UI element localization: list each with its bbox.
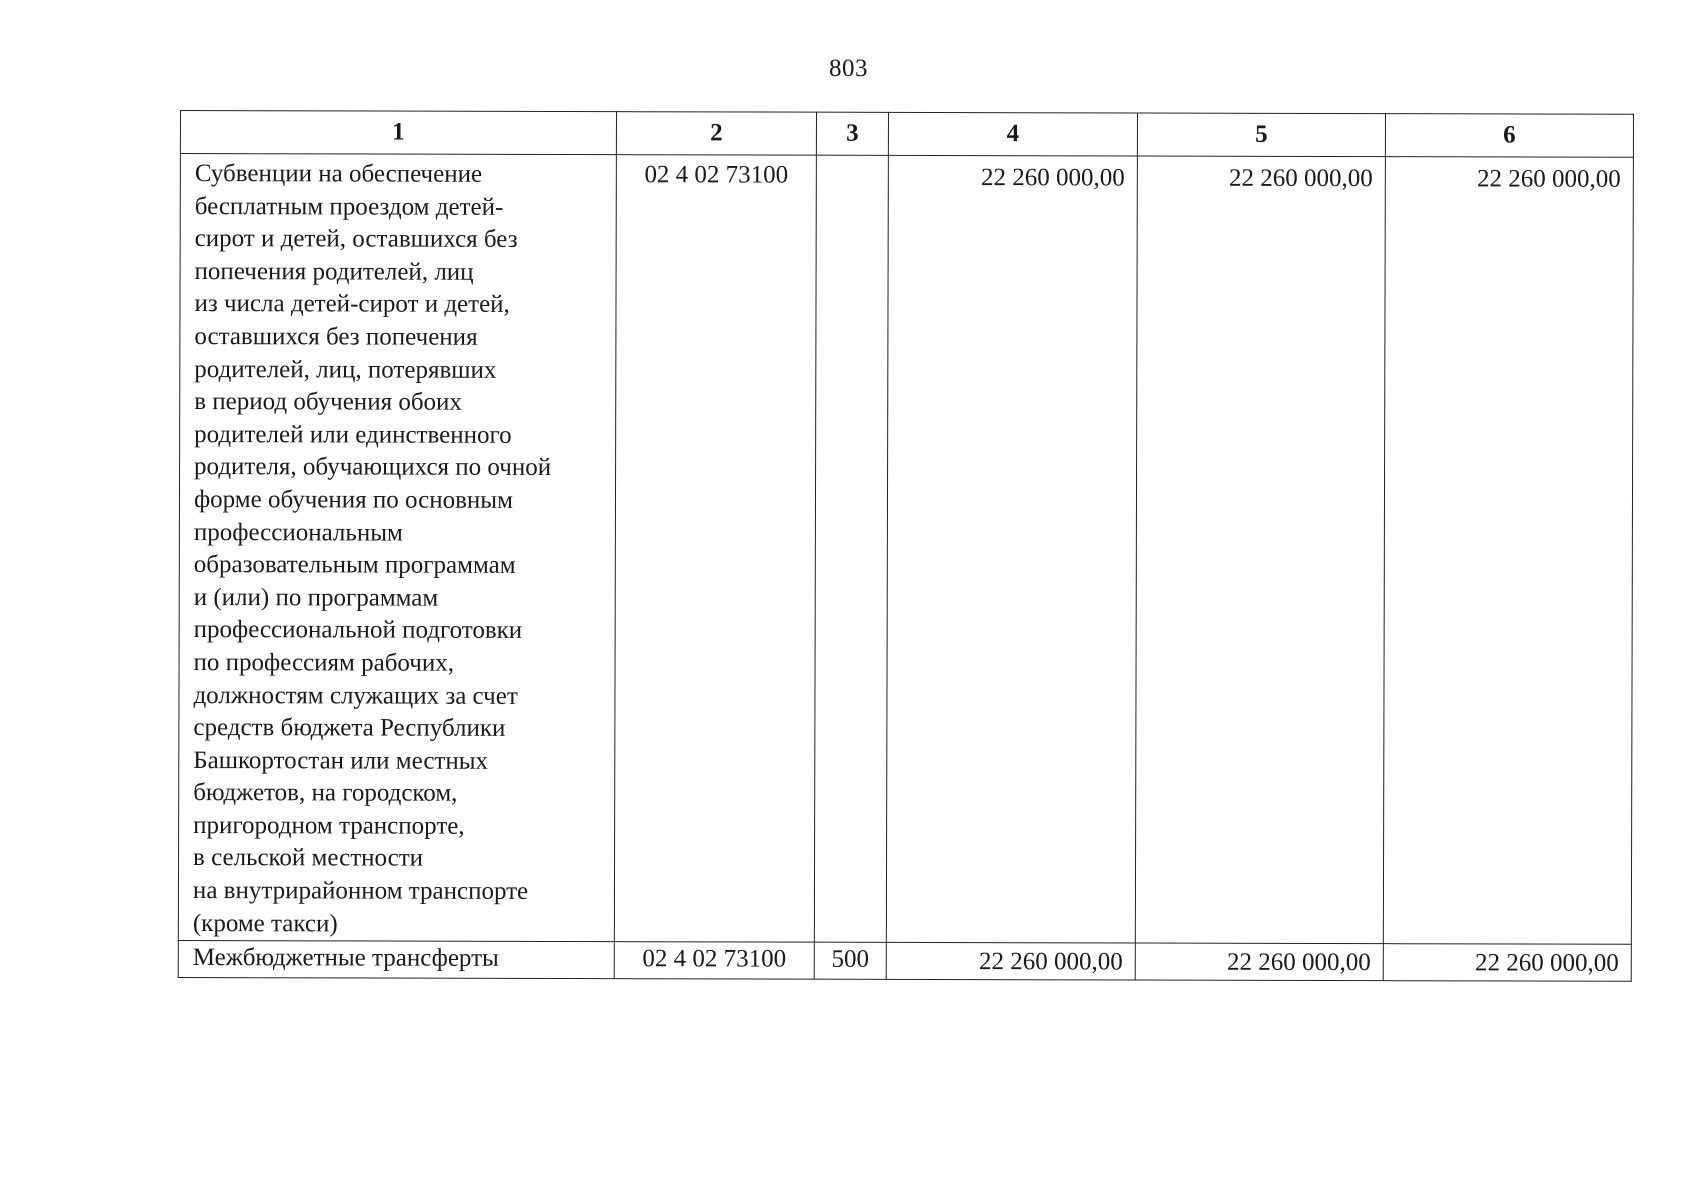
description-line: оставшихся без попечения — [194, 323, 478, 351]
table-header-row — [180, 111, 1633, 158]
table-row — [178, 154, 1633, 945]
column-header-6: 6 — [1385, 114, 1633, 158]
budget-table — [178, 110, 1634, 982]
amount-column-6: 22 260 000,00 — [1383, 157, 1633, 945]
row-description — [178, 154, 616, 942]
description-line: образовательным программам — [193, 551, 516, 580]
description-line: Башкортостан или местных — [193, 746, 489, 775]
description-line: профессиональной подготовки — [193, 616, 523, 645]
description-line: на внутрирайонном транспорте — [192, 877, 529, 905]
description-line: профессиональным — [193, 518, 403, 547]
description-line: родителя, обучающихся по очной — [194, 453, 552, 482]
table-row — [178, 941, 1631, 982]
target-article-code: 02 4 02 73100 — [614, 155, 816, 943]
description-line: и (или) по программам — [193, 583, 439, 612]
amount-column-4: 22 260 000,00 — [886, 943, 1135, 981]
description-line: в сельской местности — [193, 844, 424, 873]
description-line: (кроме такси) — [192, 909, 338, 938]
column-header-1: 1 — [180, 111, 616, 155]
description-line: родителей или единственного — [194, 420, 512, 449]
description-line: сирот и детей, оставшихся без — [194, 225, 518, 254]
amount-column-5: 22 260 000,00 — [1135, 943, 1383, 981]
target-article-code: 02 4 02 73100 — [614, 942, 814, 980]
column-header-5: 5 — [1137, 113, 1385, 157]
description-line: по профессиям рабочих, — [193, 648, 455, 677]
page-number: 803 — [829, 55, 868, 82]
row-description: Межбюджетные трансферты — [178, 941, 614, 979]
expense-type-code: 500 — [814, 942, 886, 979]
description-line: средств бюджета Республики — [193, 714, 506, 742]
description-line: бюджетов, на городском, — [193, 779, 458, 808]
description-line: бесплатным проездом детей- — [194, 192, 504, 221]
amount-column-5: 22 260 000,00 — [1135, 156, 1385, 944]
expense-type-code — [814, 155, 888, 942]
description-line: из числа детей-сирот и детей, — [194, 290, 510, 319]
column-header-4: 4 — [888, 112, 1137, 156]
amount-column-6: 22 260 000,00 — [1383, 944, 1631, 982]
amount-column-4: 22 260 000,00 — [886, 155, 1137, 943]
column-header-3: 3 — [816, 112, 888, 155]
column-header-2: 2 — [616, 112, 816, 156]
description-line: родителей, лиц, потерявших — [194, 355, 497, 384]
description-line: должностям служащих за счет — [193, 681, 518, 710]
description-line: Субвенции на обеспечение — [194, 160, 483, 188]
description-line: в период обучения обоих — [194, 388, 462, 416]
description-line: пригородном транспорте, — [193, 811, 465, 840]
description-line: попечения родителей, лиц — [194, 257, 474, 286]
description-line: форме обучения по основным — [193, 485, 513, 514]
